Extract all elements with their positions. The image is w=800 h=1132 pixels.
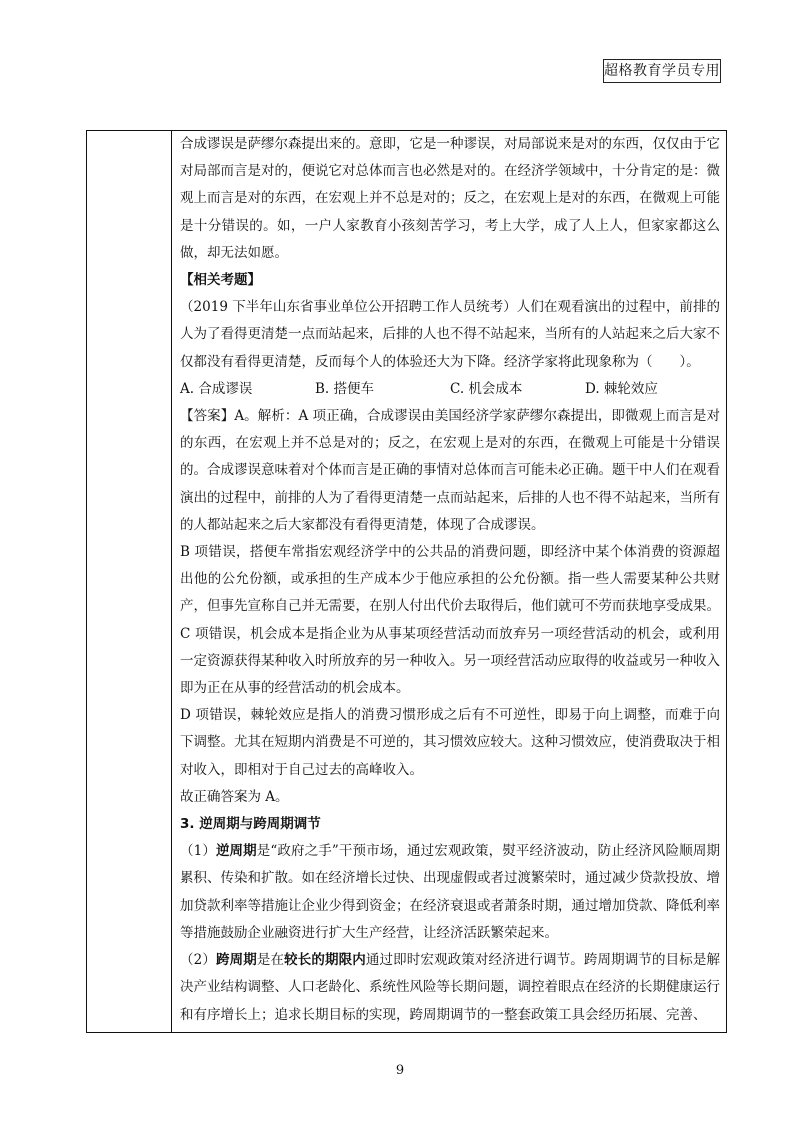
option-c-explanation: C 项错误，机会成本是指企业为从事某项经营活动而放弃另一项经营活动的机会，或利用一定资源获得某种收入时所放弃的另一种收入。另一项经营活动应取得的收益或另一种收入即为正在从事的经营活动的机会成本。 xyxy=(180,625,720,697)
column-divider xyxy=(171,131,172,1032)
content-table xyxy=(86,130,727,1033)
user-stamp: 超格教育学员专用 xyxy=(603,59,721,83)
content-cell xyxy=(180,131,720,1029)
page-number: 9 xyxy=(395,1063,405,1078)
crosscyclical-text: 通过即时宏观政策对经济进行调节。跨周期调节的目标是解决产业结构调整、人口老龄化、系统性风险等长期问题，调控着眼点在经济的长期健康运行和有序增长上；追求长期目标的实现，跨周期调节的一整套政策工具会经历拓展、完善、 xyxy=(180,952,721,1023)
option-d: D. 棘轮效应 xyxy=(585,380,658,397)
answer-explanation: 【答案】A。解析：A 项正确，合成谬误由美国经济学家萨缪尔森提出，即微观上而言是对的东西，在宏观上并不总是对的；反之，在宏观上是对的东西，在微观上可能是十分错误的。合成谬误意味着对个体而言是正确的事情对总体而言可能未必正确。题干中人们在观看演出的过程中，前排的人为了看得更清楚一点而站起来，后排的人也不得不站起来，当所有的人都站起来之后大家都没有看得更清楚，体现了合成谬误。 xyxy=(180,408,720,533)
item-number: （2） xyxy=(180,952,216,969)
term-long-period: 较长的期限内 xyxy=(284,952,366,969)
related-question-heading: 【相关考题】 xyxy=(180,272,261,289)
crosscyclical-connector: 是在 xyxy=(256,952,285,969)
option-c: C. 机会成本 xyxy=(450,380,523,397)
term-countercyclical: 逆周期 xyxy=(215,843,257,860)
option-d-explanation: D 项错误，棘轮效应是指人的消费习惯形成之后有不可逆性，即易于向上调整，而难于向下调整。尤其在短期内消费是不可逆的，其习惯效应较大。这种习惯效应，使消费取决于相对收入，即相对于自己过去的高峰收入。 xyxy=(180,707,720,778)
question-text: （2019 下半年山东省事业单位公开招聘工作人员统考）人们在观看演出的过程中，前排的人为了看得更清楚一点而站起来，后排的人也不得不站起来，当所有的人站起来之后大家不仅都没有看得更清楚，反而每个人的体验还大为下降。经济学家将此现象称为（ ）。 xyxy=(180,299,720,370)
answer-options xyxy=(180,376,720,403)
option-b-explanation: B 项错误，搭便车常指宏观经济学中的公共品的消费问题，即经济中某个体消费的资源超出他的公允份额，或承担的生产成本少于他应承担的公允份额。指一些人需要某种公共财产，但事先宣称自己并无需要，在别人付出代价去取得后，他们就可不劳而获地享受成果。 xyxy=(180,544,720,615)
option-b: B. 搭便车 xyxy=(315,380,375,397)
countercyclical-text: 是“政府之手”干预市场，通过宏观政策，熨平经济波动，防止经济风险顺周期累积、传染和扩散。如在经济增长过快、出现虚假或者过渡繁荣时，通过减少贷款投放、增加贷款利率等措施让企业少得到资金；在经济衰退或者萧条时期，通过增加贷款、降低利率等措施鼓励企业融资进行扩大生产经营，让经济活跃繁荣起来。 xyxy=(180,843,721,941)
crosscyclical-paragraph xyxy=(180,947,720,1029)
section-heading: 3. 逆周期与跨周期调节 xyxy=(180,816,321,833)
term-crosscyclical: 跨周期 xyxy=(215,952,257,969)
option-a: A. 合成谬误 xyxy=(180,380,253,397)
conclusion: 故正确答案为 A。 xyxy=(180,788,289,805)
item-number: （1） xyxy=(180,843,216,860)
countercyclical-paragraph xyxy=(180,838,720,947)
paragraph-definition: 合成谬误是萨缪尔森提出来的。意即，它是一种谬误，对局部说来是对的东西，仅仅由于它对局部而言是对的，便说它对总体而言也必然是对的。在经济学领域中，十分肯定的是：微观上而言是对的东西，在宏观上并不总是对的；反之，在宏观上是对的东西，在微观上可能是十分错误的。如，一户人家教育小孩刻苦学习，考上大学，成了人上人，但家家都这么做，却无法如愿。 xyxy=(180,136,720,261)
